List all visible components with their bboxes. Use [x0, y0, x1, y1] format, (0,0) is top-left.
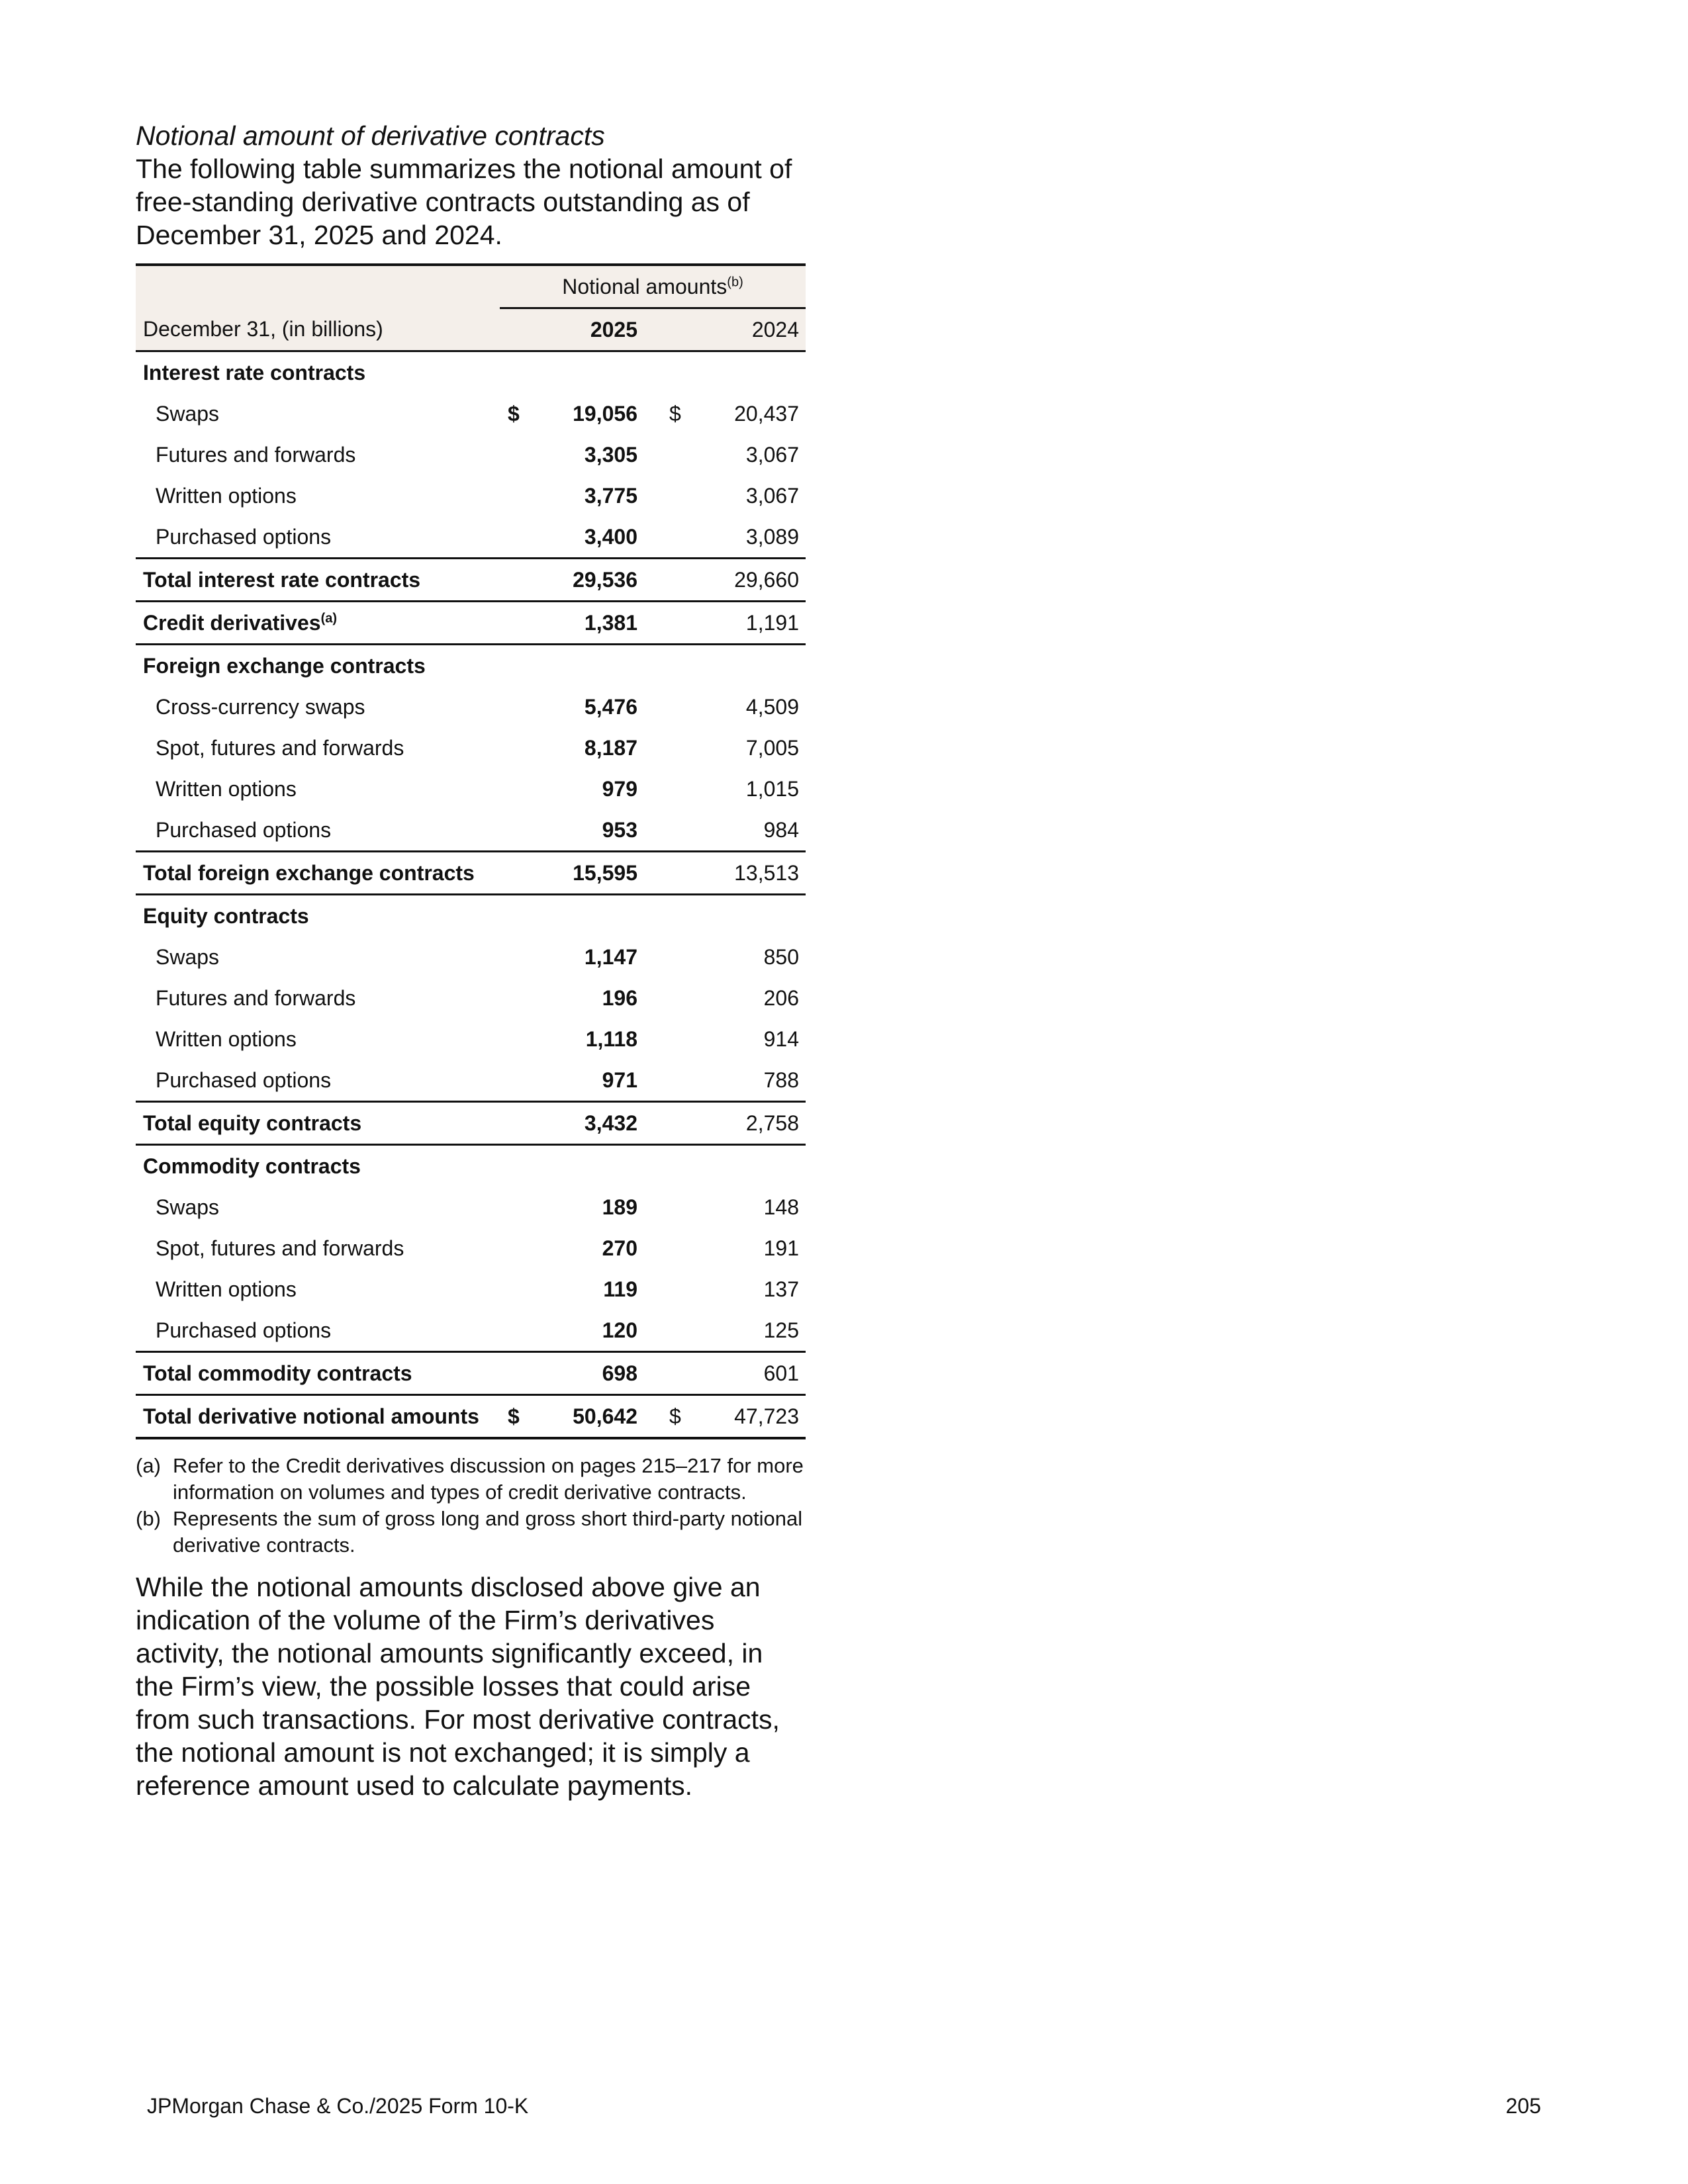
- table-row: [136, 727, 806, 768]
- value-2025: 3,305: [584, 442, 637, 467]
- table-group-header-row: [136, 265, 806, 308]
- table-row: [136, 1228, 806, 1269]
- currency-2024: [661, 1352, 688, 1395]
- row-label: Total derivative notional amounts: [136, 1395, 500, 1439]
- value-2024: 3,067: [745, 483, 799, 508]
- value-2024: 47,723: [688, 1395, 806, 1439]
- table-body: [136, 351, 806, 1439]
- content-column: [136, 119, 806, 1829]
- value-2024: 601: [688, 1352, 806, 1395]
- value-2025: 3,775: [584, 483, 637, 508]
- value-2025: 119: [603, 1277, 637, 1301]
- row-label: Total equity contracts: [136, 1102, 500, 1145]
- value-2025: 1,147: [584, 944, 637, 969]
- table-row: [136, 1269, 806, 1310]
- currency-2024: $: [669, 401, 681, 426]
- currency-2025: [500, 727, 526, 768]
- value-2024: 850: [763, 944, 799, 969]
- notional-amounts-header: Notional amounts$^{(b)}$: [500, 265, 806, 308]
- table-row: [136, 852, 806, 895]
- value-2025: 3,400: [526, 516, 661, 559]
- value-2024: 2,758: [688, 1102, 806, 1145]
- value-2025: 3,432: [526, 1102, 661, 1145]
- footnote-a: (a) Refer to the Credit derivatives discussion on pages 215–217 for more information on volumes and types of credit derivative contracts.: [136, 1454, 804, 1504]
- value-2024: 125: [688, 1310, 806, 1352]
- currency-2024: [661, 936, 688, 978]
- row-label: Swaps: [156, 1195, 220, 1219]
- currency-2024: [661, 602, 688, 645]
- table-section-row: [136, 895, 806, 937]
- table-row: [136, 393, 806, 434]
- value-2025: 979: [602, 776, 637, 801]
- value-2025: 196: [602, 985, 637, 1010]
- notional-table: [136, 263, 806, 1439]
- table-section-row: [136, 351, 806, 394]
- currency-2025: [500, 1102, 526, 1145]
- table-row: [136, 1352, 806, 1395]
- row-label: Interest rate contracts: [143, 360, 366, 385]
- currency-2024: [661, 852, 688, 895]
- row-label: Credit derivatives$^{(a)}$: [136, 602, 500, 645]
- currency-2024: [661, 809, 688, 852]
- currency-2025: [500, 768, 526, 809]
- value-2025: 50,642: [526, 1395, 661, 1439]
- table-row: [136, 475, 806, 516]
- currency-2024: [661, 686, 688, 727]
- column-header-2024: 2024: [688, 308, 806, 351]
- table-row: [136, 559, 806, 602]
- currency-2025: [500, 1228, 526, 1269]
- value-2025: 1,118: [585, 1026, 637, 1051]
- value-2024: 13,513: [688, 852, 806, 895]
- row-label: Foreign exchange contracts: [143, 653, 426, 678]
- currency-2024: [661, 1187, 688, 1228]
- currency-2025: [500, 602, 526, 645]
- table-row: [136, 1395, 806, 1439]
- footnotes: [136, 1453, 806, 1559]
- currency-2024: [661, 1019, 688, 1060]
- currency-2024: [661, 1102, 688, 1145]
- footer-publication: JPMorgan Chase & Co./2025 Form 10-K: [147, 2094, 529, 2118]
- table-row: [136, 602, 806, 645]
- currency-2025: [500, 559, 526, 602]
- row-label: Purchased options: [136, 516, 500, 559]
- currency-2025: [500, 686, 526, 727]
- row-label: Purchased options: [136, 809, 500, 852]
- row-label: Written options: [156, 1026, 297, 1051]
- currency-2025: [500, 1310, 526, 1352]
- currency-2024: [661, 475, 688, 516]
- value-2024: 191: [763, 1236, 799, 1260]
- table-section-row: [136, 1145, 806, 1187]
- table-row: [136, 1019, 806, 1060]
- value-2025: 270: [602, 1236, 637, 1260]
- value-2024: 3,067: [745, 442, 799, 467]
- row-label: Total foreign exchange contracts: [136, 852, 500, 895]
- value-2024: 4,509: [745, 694, 799, 719]
- table-row: [136, 1187, 806, 1228]
- row-header-label: December 31, (in billions): [136, 308, 500, 351]
- row-label: Purchased options: [136, 1060, 500, 1102]
- value-2024: 206: [763, 985, 799, 1010]
- currency-2025: [500, 1352, 526, 1395]
- currency-2024: [661, 768, 688, 809]
- currency-2024: $: [661, 1395, 688, 1439]
- currency-2024: [661, 1310, 688, 1352]
- table-row: [136, 936, 806, 978]
- row-label: Swaps: [156, 401, 220, 426]
- row-label: Total interest rate contracts: [136, 559, 500, 602]
- currency-2024: [661, 1228, 688, 1269]
- table-row: [136, 516, 806, 559]
- value-2025: 953: [526, 809, 661, 852]
- value-2024: 29,660: [688, 559, 806, 602]
- value-2024: 148: [763, 1195, 799, 1219]
- currency-2024: [661, 978, 688, 1019]
- row-label: Written options: [156, 776, 297, 801]
- section-heading: Notional amount of derivative contracts: [136, 120, 605, 151]
- value-2024: 20,437: [734, 401, 799, 426]
- value-2025: 29,536: [526, 559, 661, 602]
- currency-2025: [500, 475, 526, 516]
- table-section-row: [136, 645, 806, 687]
- value-2025: 5,476: [584, 694, 637, 719]
- table-row: [136, 768, 806, 809]
- row-label: Spot, futures and forwards: [156, 735, 404, 760]
- table-row: [136, 809, 806, 852]
- currency-2024: [661, 1269, 688, 1310]
- row-label: Swaps: [156, 944, 220, 969]
- value-2025: 698: [526, 1352, 661, 1395]
- currency-2024: [661, 516, 688, 559]
- currency-2025: [500, 1187, 526, 1228]
- currency-2024: [661, 559, 688, 602]
- value-2025: 15,595: [526, 852, 661, 895]
- row-label: Purchased options: [136, 1310, 500, 1352]
- value-2024: 914: [763, 1026, 799, 1051]
- currency-2024: [661, 1060, 688, 1102]
- value-2025: 1,381: [526, 602, 661, 645]
- row-label: Written options: [156, 483, 297, 508]
- currency-2025: $: [508, 401, 520, 426]
- footer-page-number: 205: [1505, 2094, 1541, 2118]
- table-row: [136, 1060, 806, 1102]
- value-2024: 3,089: [688, 516, 806, 559]
- footnote-b: (b) Represents the sum of gross long and gross short third-party notional derivative contracts.: [136, 1507, 803, 1557]
- currency-2025: [500, 1060, 526, 1102]
- row-label: Total commodity contracts: [136, 1352, 500, 1395]
- row-label: Futures and forwards: [156, 442, 356, 467]
- value-2024: 1,015: [745, 776, 799, 801]
- value-2025: 120: [526, 1310, 661, 1352]
- currency-2025: [500, 852, 526, 895]
- value-2025: 19,056: [573, 401, 637, 426]
- intro-paragraph: The following table summarizes the notional amount of free-standing derivative contracts outstanding as of December 31, 2025 and 2024.: [136, 154, 792, 250]
- row-label: Written options: [156, 1277, 297, 1301]
- row-label: Commodity contracts: [143, 1154, 361, 1178]
- value-2024: 1,191: [688, 602, 806, 645]
- value-2024: 788: [688, 1060, 806, 1102]
- currency-2024: [661, 434, 688, 475]
- row-label: Futures and forwards: [156, 985, 356, 1010]
- currency-2025: [500, 809, 526, 852]
- table-row: [136, 434, 806, 475]
- column-header-2025: 2025: [526, 308, 661, 351]
- closing-paragraph: While the notional amounts disclosed above give an indication of the volume of the Firm’s derivatives activity, the notional amounts significantly exceed, in the Firm’s view, the possible losses that could arise from such transactions. For most derivative contracts, the notional amount is not exchanged; it is simply a reference amount used to calculate payments.: [136, 1572, 780, 1801]
- row-label: Spot, futures and forwards: [156, 1236, 404, 1260]
- table-row: [136, 978, 806, 1019]
- table-column-header-row: [136, 308, 806, 351]
- value-2024: 7,005: [745, 735, 799, 760]
- currency-2025: $: [500, 1395, 526, 1439]
- value-2024: 984: [688, 809, 806, 852]
- currency-2025: [500, 516, 526, 559]
- footnote-ref-a: (a): [320, 610, 338, 625]
- table-row: [136, 1102, 806, 1145]
- footnote-ref-b: (b): [727, 274, 743, 289]
- row-label: Cross-currency swaps: [156, 694, 365, 719]
- currency-2025: [500, 936, 526, 978]
- value-2025: 189: [602, 1195, 637, 1219]
- value-2024: 137: [763, 1277, 799, 1301]
- currency-2025: [500, 434, 526, 475]
- currency-2025: [500, 1019, 526, 1060]
- row-label: Equity contracts: [143, 903, 309, 928]
- currency-2025: [500, 1269, 526, 1310]
- table-row: [136, 1310, 806, 1352]
- table-row: [136, 686, 806, 727]
- currency-2025: [500, 978, 526, 1019]
- currency-2024: [661, 727, 688, 768]
- value-2025: 8,187: [584, 735, 637, 760]
- value-2025: 971: [526, 1060, 661, 1102]
